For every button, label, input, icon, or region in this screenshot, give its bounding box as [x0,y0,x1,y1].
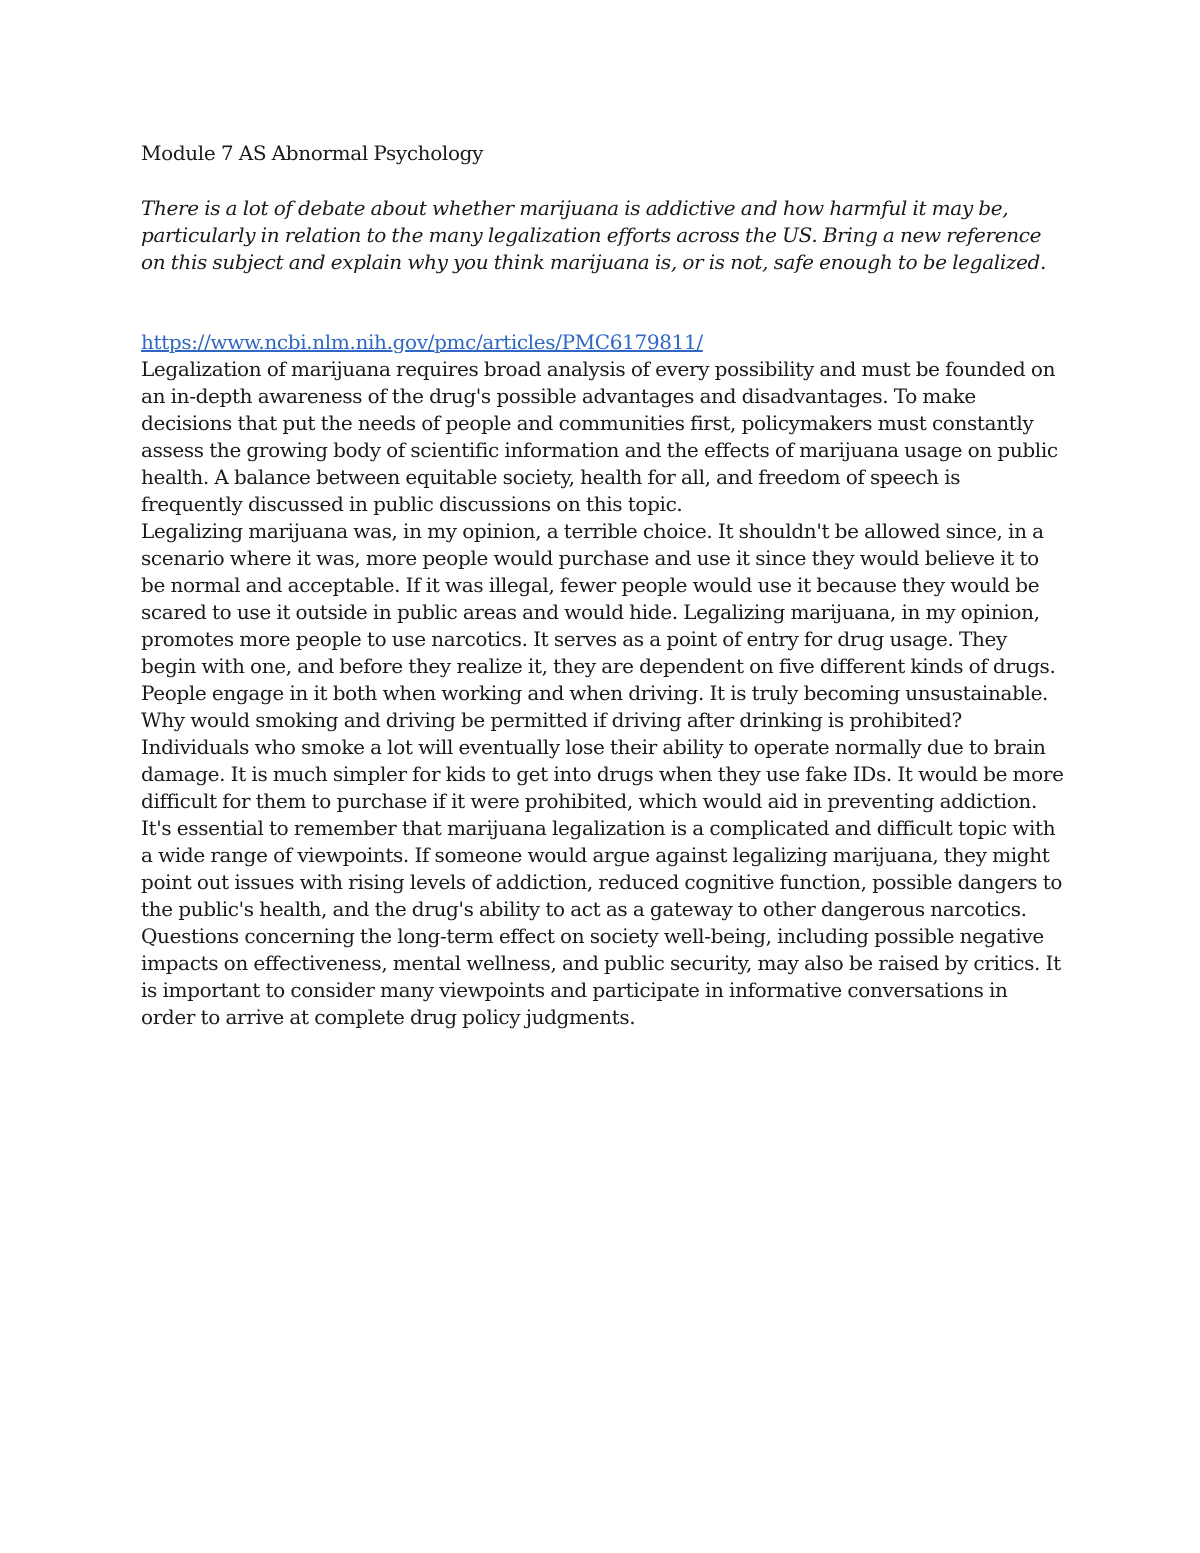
reference-link-line [141,329,1066,356]
document-content [141,140,1066,1031]
assignment-prompt: There is a lot of debate about whether marijuana is addictive and how harmful it may be, particularly in relation to the many legalization efforts across the US. Bring a new reference on this subject and explain why you think marijuana is, or is not, safe enough to be legalized. [141,196,1047,274]
body-paragraph-1: Legalization of marijuana requires broad analysis of every possibility and must be founded on an in-depth awareness of the drug's possible advantages and disadvantages. To make decisions that put the needs of people and communities first, policymakers must constantly assess the growing body of scientific information and the effects of marijuana usage on public health. A balance between equitable society, health for all, and freedom of speech is frequently discussed in public discussions on this topic. [141,357,1058,516]
reference-link[interactable]: https://www.ncbi.nlm.nih.gov/pmc/articles/PMC6179811/ [141,330,703,354]
document-title: Module 7 AS Abnormal Psychology [141,141,484,165]
body-paragraph-2: Legalizing marijuana was, in my opinion, a terrible choice. It shouldn't be allowed since, in a scenario where it was, more people would purchase and use it since they would believe it to be normal and acceptable. If it was illegal, fewer people would use it because they would be scared to use it outside in public areas and would hide. Legalizing marijuana, in my opinion, promotes more people to use narcotics. It serves as a point of entry for drug usage. They begin with one, and before they realize it, they are dependent on five different kinds of drugs. People engage in it both when working and when driving. It is truly becoming unsustainable. Why would smoking and driving be permitted if driving after drinking is prohibited? Individuals who smoke a lot will eventually lose their ability to operate normally due to brain damage. It is much simpler for kids to get into drugs when they use fake IDs. It would be more difficult for them to purchase if it were prohibited, which would aid in preventing addiction. [141,519,1064,813]
body-paragraph-3: It's essential to remember that marijuana legalization is a complicated and difficult topic with a wide range of viewpoints. If someone would argue against legalizing marijuana, they might point out issues with rising levels of addiction, reduced cognitive function, possible dangers to the public's health, and the drug's ability to act as a gateway to other dangerous narcotics. Questions concerning the long-term effect on society well-being, including possible negative impacts on effectiveness, mental wellness, and public security, may also be raised by critics. It is important to consider many viewpoints and participate in informative conversations in order to arrive at complete drug policy judgments. [141,816,1063,1029]
